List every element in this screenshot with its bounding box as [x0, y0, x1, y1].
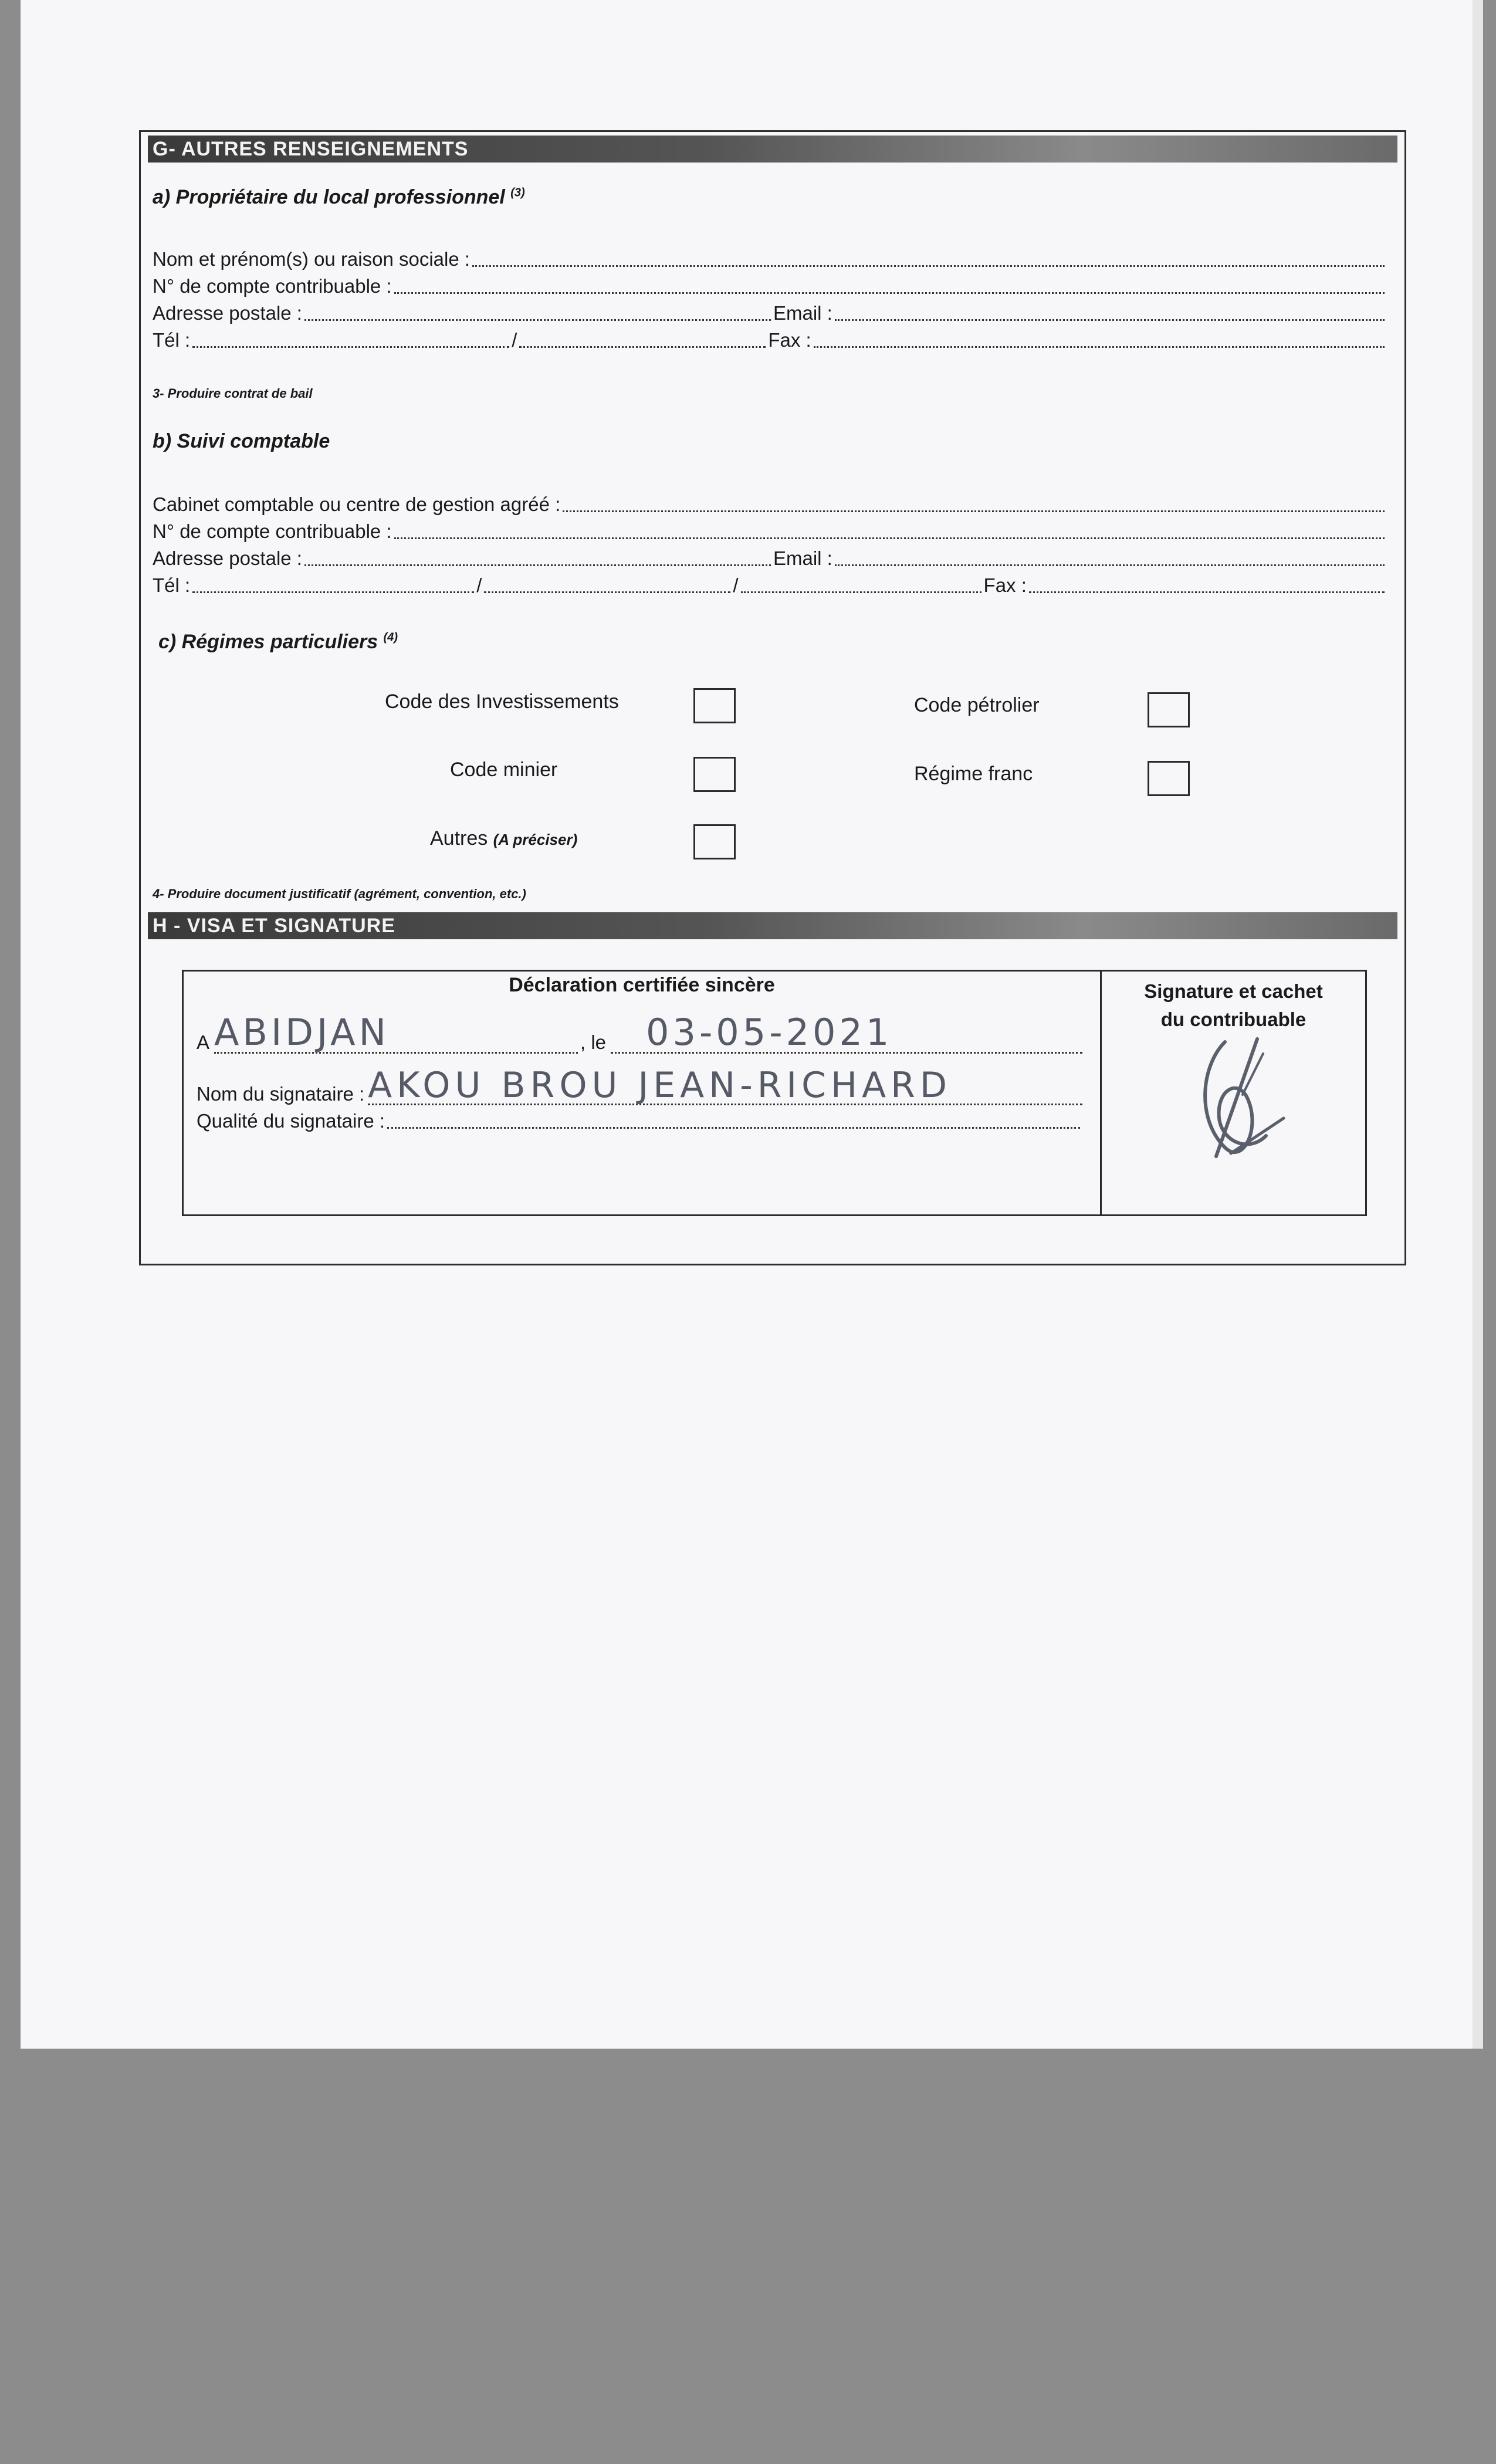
regime-franc-label: Régime franc [914, 763, 1033, 785]
accountant-phone-field-1[interactable] [192, 591, 474, 593]
accountant-phone-row: Tél : / / Fax : [153, 573, 1387, 597]
declaration-title: Déclaration certifiée sincère [509, 974, 775, 996]
place-field[interactable]: ABIDJAN [214, 1013, 578, 1054]
regime-autres-checkbox[interactable] [693, 824, 736, 859]
quality-field[interactable] [387, 1127, 1080, 1129]
regime-petrolier-label: Code pétrolier [914, 694, 1040, 716]
regime-autres-label: Autres (A préciser) [430, 827, 578, 849]
owner-fax-field[interactable] [814, 346, 1385, 348]
signature-block [182, 970, 1367, 1216]
regime-petrolier-checkbox[interactable] [1148, 692, 1190, 727]
accountant-cabinet-field[interactable] [563, 510, 1385, 512]
accountant-account-field[interactable] [394, 537, 1385, 539]
owner-phone-field-1[interactable] [192, 346, 509, 348]
regime-franc-checkbox[interactable] [1148, 761, 1190, 796]
date-field[interactable]: 03-05-2021 [611, 1013, 1082, 1054]
regime-minier-checkbox[interactable] [693, 757, 736, 792]
owner-address-row: Adresse postale : Email : [153, 301, 1387, 324]
quality-row: Qualité du signataire : [197, 1109, 1082, 1132]
owner-phone-field-2[interactable] [519, 346, 766, 348]
subsection-c-title: c) Régimes particuliers $^{(4)}$ [158, 631, 398, 653]
accountant-account-row: N° de compte contribuable : [153, 519, 1387, 543]
section-g-header: G- AUTRES RENSEIGNEMENTS [148, 136, 1397, 163]
signature-title: Signature et cachet du contribuable [1144, 980, 1323, 1030]
owner-phone-row: Tél : / Fax : [153, 328, 1387, 351]
accountant-cabinet-row: Cabinet comptable ou centre de gestion agréé : [153, 492, 1387, 516]
owner-email-field[interactable] [835, 319, 1385, 321]
owner-name-field[interactable] [472, 265, 1385, 267]
subsection-a-title: a) Propriétaire du local professionnel $^{(3)}$ [153, 186, 525, 208]
owner-account-field[interactable] [394, 292, 1385, 294]
owner-account-row: N° de compte contribuable : [153, 274, 1387, 297]
accountant-address-field[interactable] [304, 564, 771, 566]
owner-address-field[interactable] [304, 319, 771, 321]
regime-investissements-checkbox[interactable] [693, 688, 736, 723]
subsection-b-title: b) Suivi comptable [153, 430, 330, 452]
note-3: 3- Produire contrat de bail [153, 386, 313, 401]
owner-name-row: Nom et prénom(s) ou raison sociale : [153, 247, 1387, 270]
form-frame [139, 130, 1406, 1265]
section-h-header: H - VISA ET SIGNATURE [148, 912, 1397, 939]
document-page [21, 0, 1473, 2049]
note-4: 4- Produire document justificatif (agrément, convention, etc.) [153, 886, 526, 901]
accountant-email-field[interactable] [835, 564, 1385, 566]
accountant-phone-field-2[interactable] [484, 591, 730, 593]
accountant-fax-field[interactable] [1029, 591, 1385, 593]
signatory-row: Nom du signataire : AKOU BROU JEAN-RICHARD [197, 1064, 1082, 1109]
signatory-field[interactable]: AKOU BROU JEAN-RICHARD [368, 1067, 1082, 1105]
regime-minier-label: Code minier [450, 759, 558, 781]
regime-investissements-label: Code des Investissements [385, 691, 619, 713]
accountant-address-row: Adresse postale : Email : [153, 546, 1387, 570]
accountant-phone-field-3[interactable] [741, 591, 981, 593]
place-date-row: A ABIDJAN , le 03-05-2021 [197, 1010, 1082, 1057]
handwritten-signature [1160, 1030, 1313, 1177]
